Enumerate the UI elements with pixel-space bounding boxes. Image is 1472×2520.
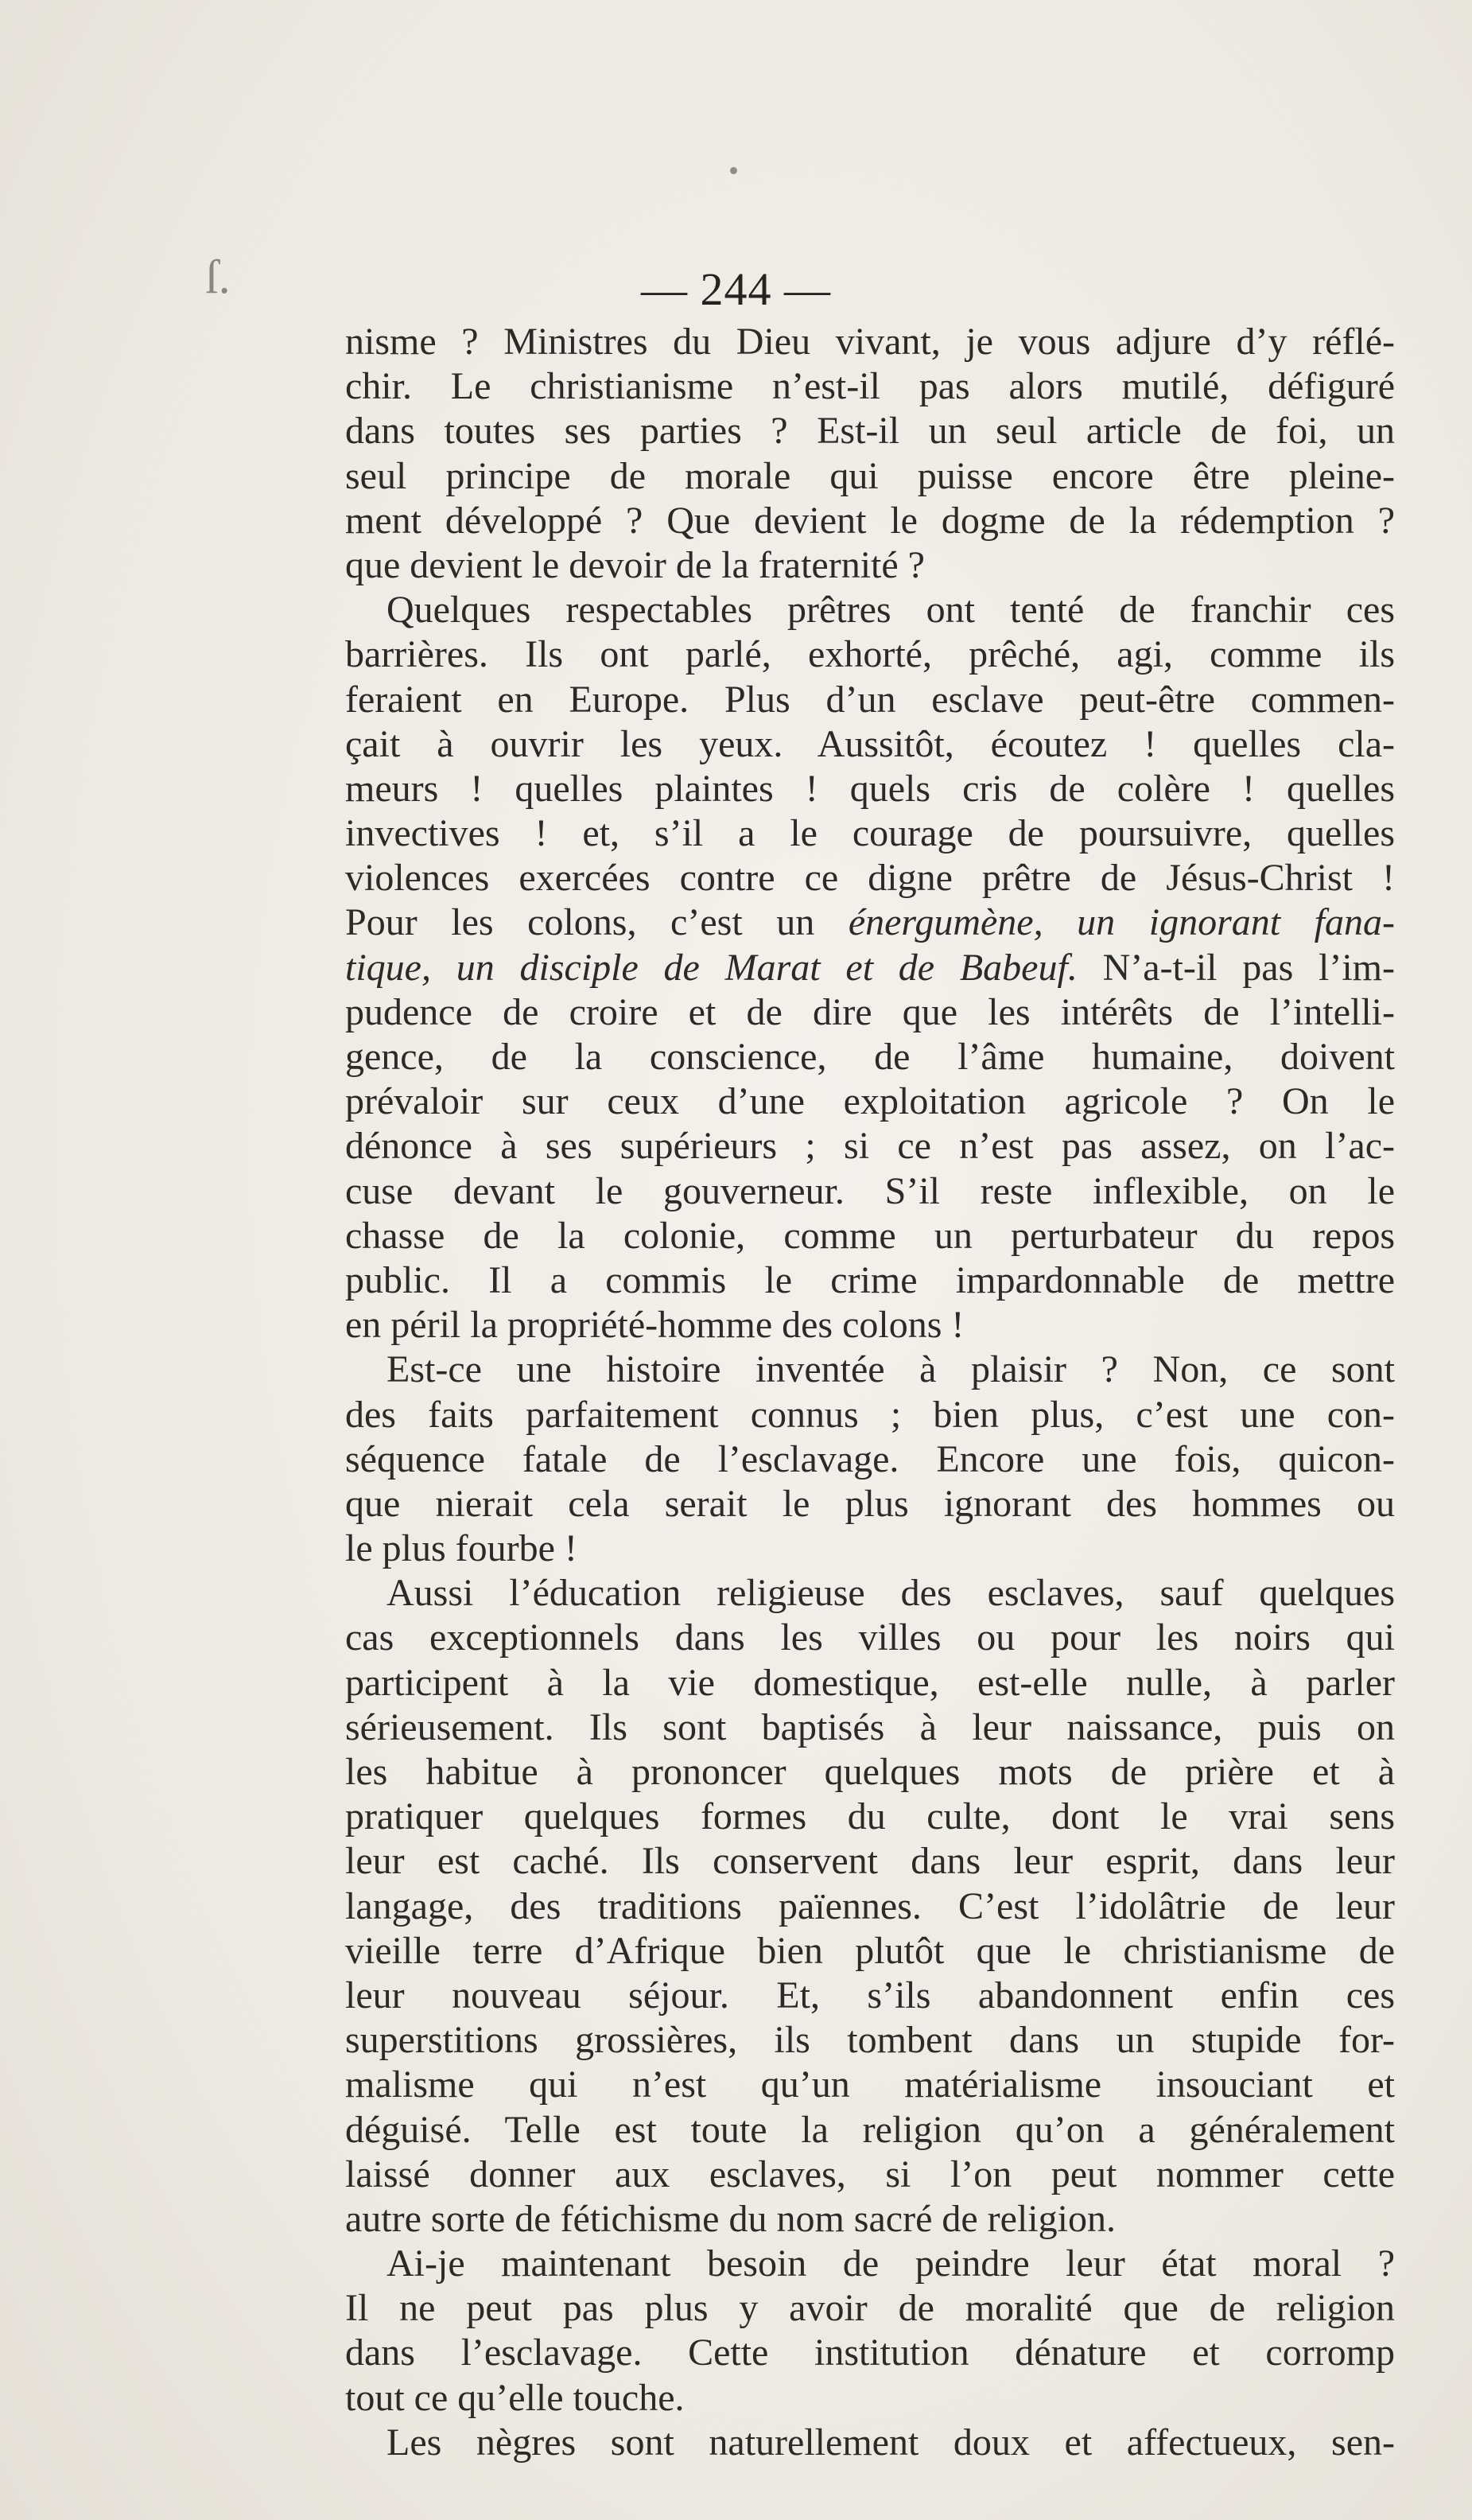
text-line — [345, 946, 1395, 990]
text-line: pratiquer quelques formes du culte, dont le vrai sens — [345, 1795, 1395, 1838]
text-line: superstitions grossières, ils tombent dans un stupide for- — [345, 2019, 1395, 2062]
text-line: Aussi l’éducation religieuse des esclaves, sauf quelques — [386, 1572, 1395, 1615]
text-line: tout ce qu’elle touche. — [345, 2376, 685, 2419]
text-line: invectives ! et, s’il a le courage de poursuivre, quelles — [345, 812, 1395, 855]
italic-segment: énergumène, un ignorant fana- — [848, 901, 1395, 944]
text-line: meurs ! quelles plaintes ! quels cris de colère ! quelles — [345, 767, 1395, 810]
text-line: dans toutes ses parties ? Est-il un seul article de foi, un — [345, 410, 1395, 453]
text-line: pudence de croire et de dire que les intérêts de l’intelli- — [345, 990, 1395, 1033]
text-line: cuse devant le gouverneur. S’il reste inflexible, on le — [345, 1169, 1395, 1212]
text-line: en péril la propriété-homme des colons ! — [345, 1304, 965, 1347]
text-line — [345, 900, 1395, 945]
text-line: langage, des traditions païennes. C’est l’idolâtrie de leur — [345, 1884, 1395, 1927]
text-line: participent à la vie domestique, est-elle nulle, à parler — [345, 1661, 1395, 1704]
text-line: dans l’esclavage. Cette institution dénature et corromp — [345, 2331, 1395, 2374]
text-line: malisme qui n’est qu’un matérialisme insouciant et — [345, 2063, 1395, 2106]
text-line: Il ne peut pas plus y avoir de moralité que de religion — [345, 2287, 1395, 2330]
text-line: déguisé. Telle est toute la religion qu’on a généralement — [345, 2108, 1395, 2151]
text-line: des faits parfaitement connus ; bien plus, c’est une con- — [345, 1393, 1395, 1436]
text-line: Quelques respectables prêtres ont tenté de franchir ces — [386, 589, 1395, 632]
body-text — [345, 320, 1395, 2465]
text-line: cas exceptionnels dans les villes ou pour les noirs qui — [345, 1616, 1395, 1659]
text-line: chasse de la colonie, comme un perturbateur du repos — [345, 1214, 1395, 1257]
text-segment: N’a-t-il pas l’im- — [1077, 946, 1396, 989]
text-line: que devient le devoir de la fraternité ? — [345, 543, 925, 586]
text-line: les habitue à prononcer quelques mots de prière et à — [345, 1751, 1395, 1793]
italic-segment: tique, un disciple de Marat et de Babeuf. — [345, 946, 1078, 989]
ink-dot — [730, 167, 737, 174]
margin-mark: ſ. — [205, 251, 231, 303]
text-line: public. Il a commis le crime impardonnable de mettre — [345, 1258, 1395, 1301]
text-line: Est-ce une histoire inventée à plaisir ? Non, ce sont — [386, 1348, 1395, 1391]
text-line: sérieusement. Ils sont baptisés à leur naissance, puis on — [345, 1705, 1395, 1748]
text-segment: Pour les colons, c’est un — [345, 901, 849, 944]
text-line: le plus fourbe ! — [345, 1527, 577, 1570]
text-line: barrières. Ils ont parlé, exhorté, prêché, agi, comme ils — [345, 633, 1395, 676]
text-line: gence, de la conscience, de l’âme humaine, doivent — [345, 1036, 1395, 1078]
text-line: prévaloir sur ceux d’une exploitation agricole ? On le — [345, 1080, 1395, 1123]
text-line: chir. Le christianisme n’est-il pas alors mutilé, défiguré — [345, 365, 1395, 408]
text-line: violences exercées contre ce digne prêtre de Jésus-Christ ! — [345, 857, 1395, 900]
text-line: feraient en Europe. Plus d’un esclave peut-être commen- — [345, 678, 1395, 721]
text-line: autre sorte de fétichisme du nom sacré de religion. — [345, 2197, 1116, 2240]
page-number: — 244 — — [641, 263, 831, 315]
text-line: Ai-je maintenant besoin de peindre leur état moral ? — [386, 2242, 1395, 2285]
text-line: seul principe de morale qui puisse encore être pleine- — [345, 454, 1395, 497]
text-line: vieille terre d’Afrique bien plutôt que le christianisme de — [345, 1929, 1395, 1972]
text-line: séquence fatale de l’esclavage. Encore une fois, quicon- — [345, 1437, 1395, 1480]
text-line: çait à ouvrir les yeux. Aussitôt, écoutez ! quelles cla- — [345, 722, 1395, 765]
text-line: leur est caché. Ils conservent dans leur esprit, dans leur — [345, 1840, 1395, 1883]
text-line: dénonce à ses supérieurs ; si ce n’est pas assez, on l’ac- — [345, 1125, 1395, 1168]
text-line: que nierait cela serait le plus ignorant des hommes ou — [345, 1482, 1395, 1525]
text-line: nisme ? Ministres du Dieu vivant, je vous adjure d’y réflé- — [345, 321, 1395, 363]
text-line: leur nouveau séjour. Et, s’ils abandonnent enfin ces — [345, 1974, 1395, 2016]
text-line: ment développé ? Que devient le dogme de la rédemption ? — [345, 499, 1395, 542]
text-line: laissé donner aux esclaves, si l’on peut nommer cette — [345, 2152, 1395, 2195]
text-line: Les nègres sont naturellement doux et affectueux, sen- — [386, 2421, 1395, 2464]
